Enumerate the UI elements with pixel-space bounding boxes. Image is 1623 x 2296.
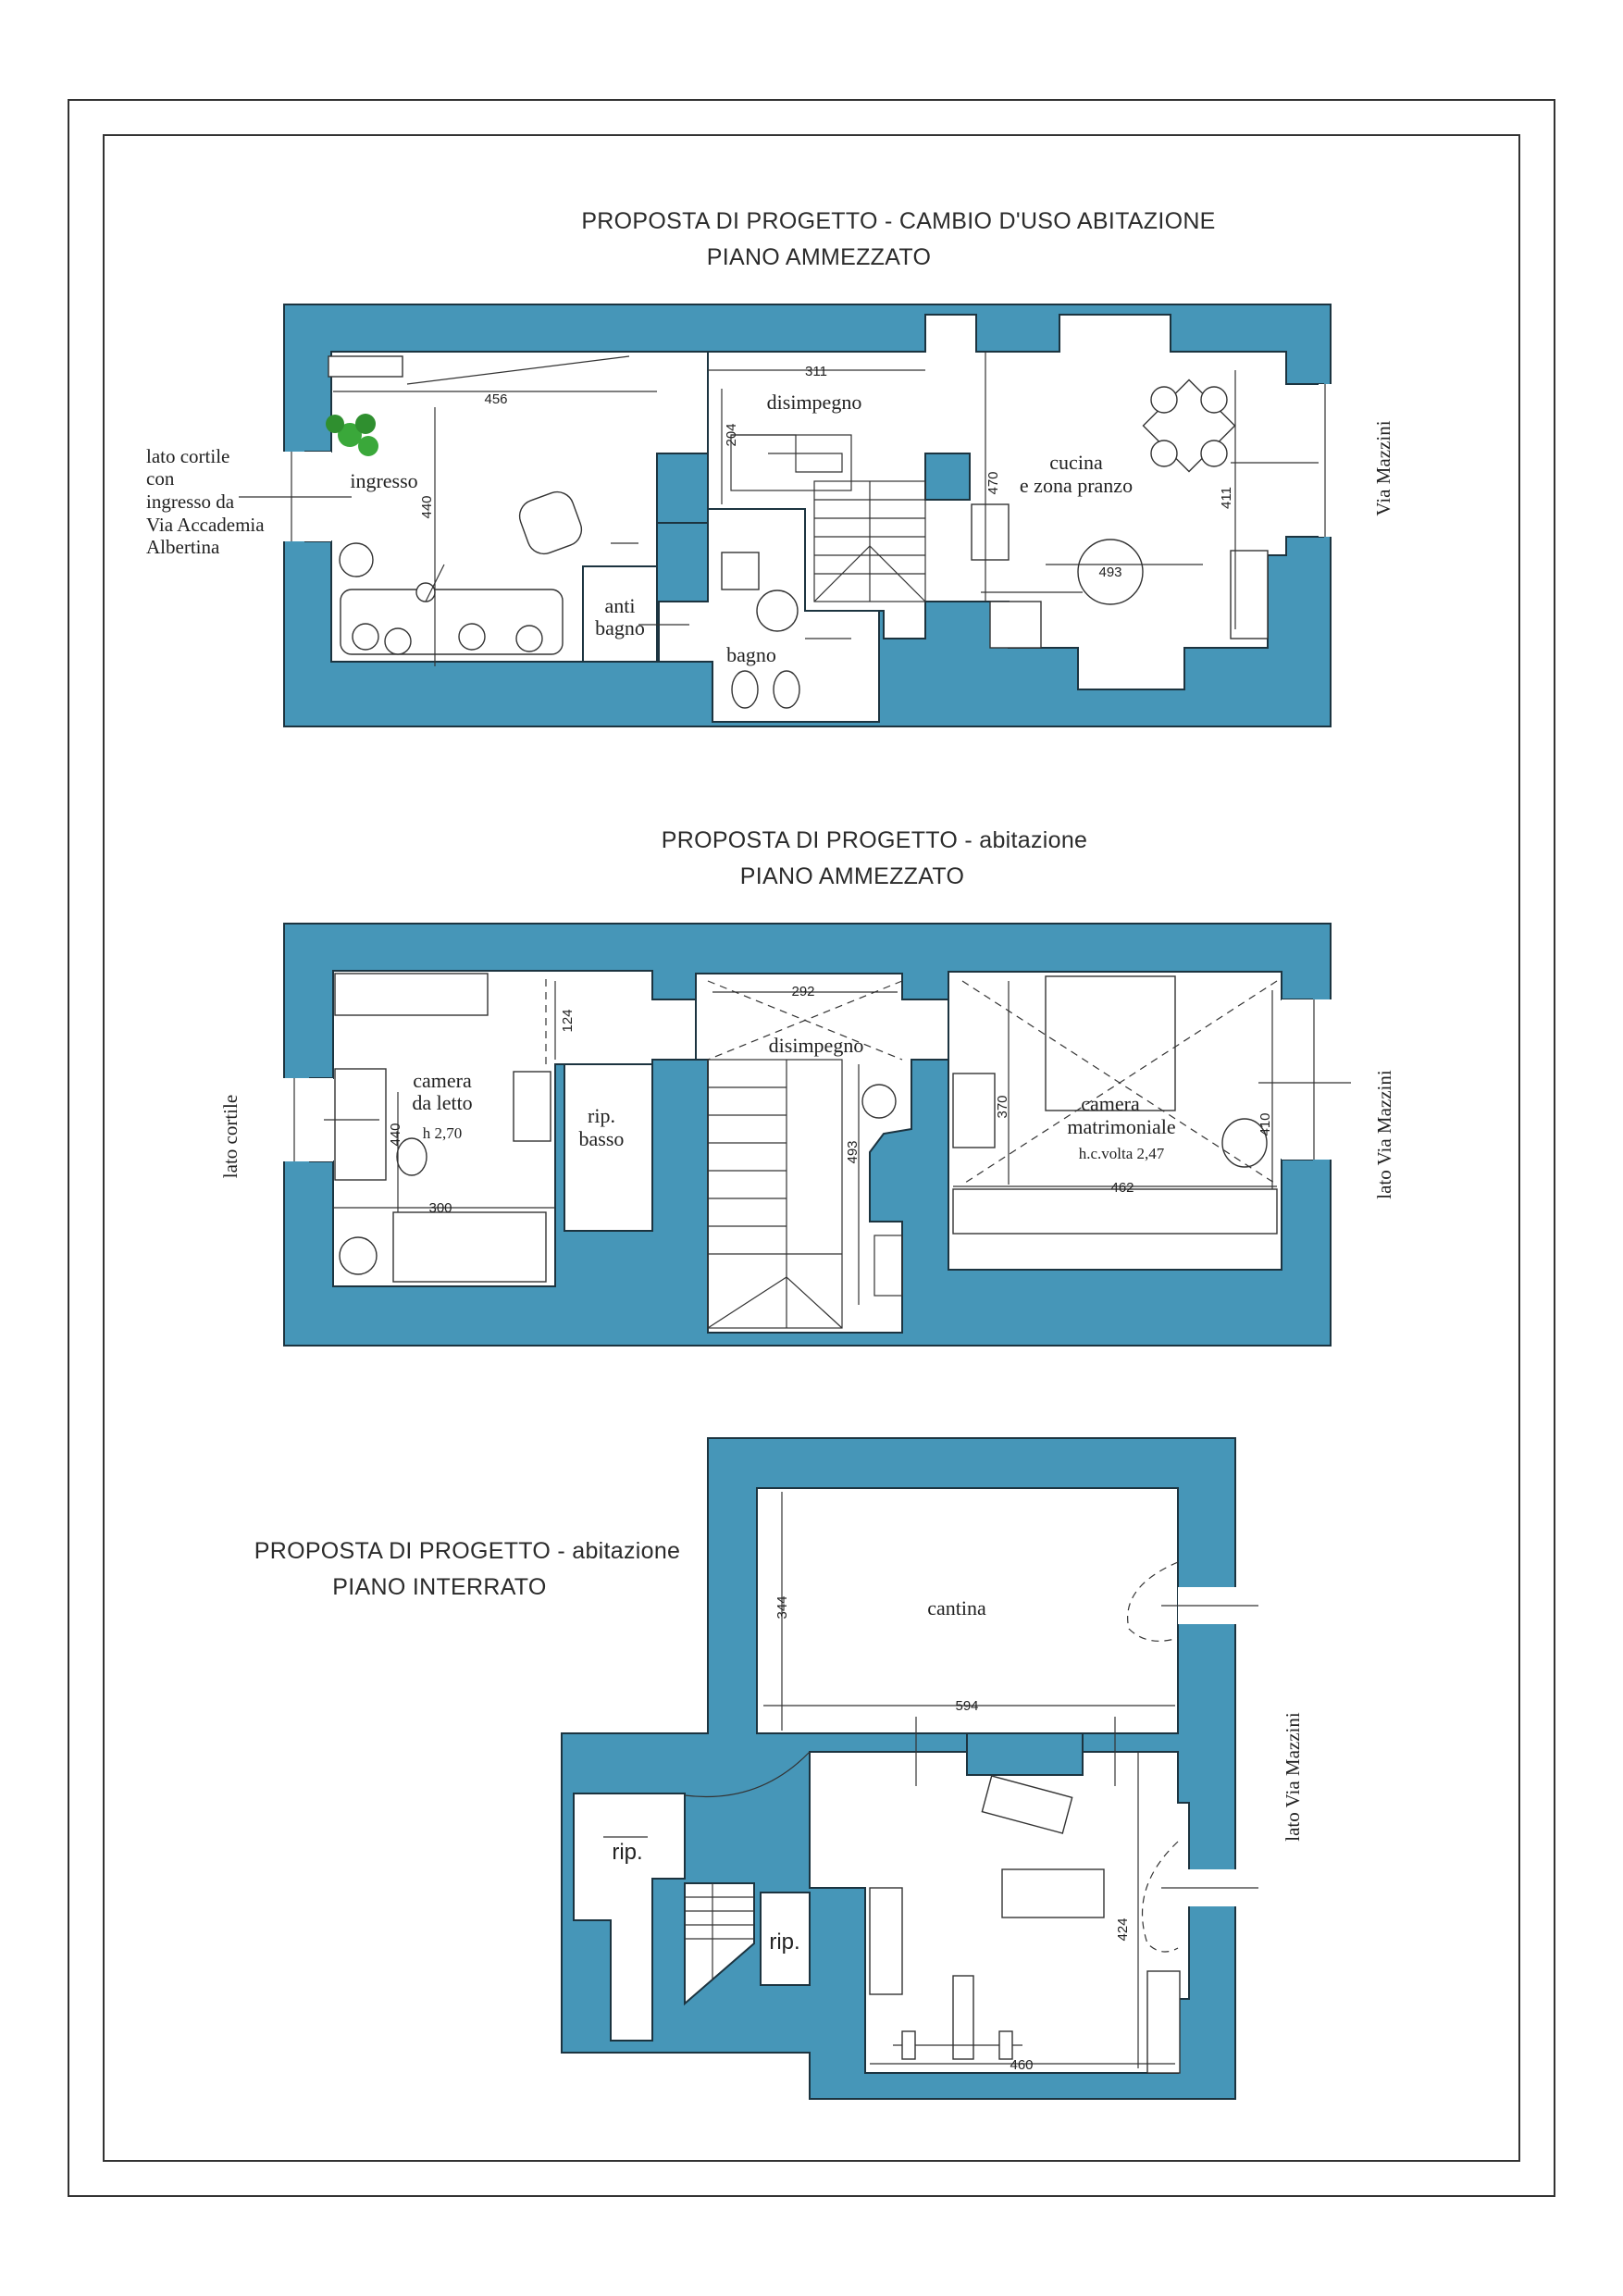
plan-1-dim-470: 470	[985, 471, 1001, 495]
plan-3-bench-left	[870, 1888, 902, 1994]
plan-1-label-ingresso: ingresso	[350, 469, 418, 492]
plan-2-dim-300: 300	[428, 1200, 452, 1216]
plan-2-title-line1: PROPOSTA DI PROGETTO - abitazione	[661, 827, 1088, 853]
plan-1-dining-table	[1144, 380, 1235, 472]
plan-2-double-bed	[1046, 976, 1175, 1111]
plan-2-dim-440: 440	[388, 1123, 403, 1147]
plan-1-title-line1: PROPOSTA DI PROGETTO - CAMBIO D'USO ABITAZIONE	[581, 208, 1216, 234]
plan-3-label-rip-b: rip.	[769, 1930, 800, 1955]
plan-1-side-left-1: lato cortile	[146, 445, 230, 467]
plan-1-title-line2: PIANO AMMEZZATO	[706, 244, 932, 270]
plan-2-label-matr-2: matrimoniale	[1067, 1115, 1176, 1138]
plan-2-desk	[335, 1069, 386, 1180]
plan-2-wardrobe-right	[953, 1189, 1277, 1234]
plan-2-side-table	[340, 1237, 377, 1274]
plan-2-title	[662, 827, 1088, 889]
plan-2-dim-462: 462	[1110, 1180, 1134, 1196]
plan-1-label-bagno: bagno	[726, 643, 776, 666]
plan-3-pillar	[967, 1733, 1083, 1775]
plan-1-dim-411: 411	[1219, 487, 1234, 509]
plan-2-chest	[953, 1074, 995, 1148]
plan-1-sink-unit	[1231, 551, 1268, 639]
plan-2-dim-124: 124	[560, 1009, 576, 1033]
plan-1-label-anti-2: bagno	[595, 616, 645, 639]
plan-3-treadmill	[1002, 1869, 1104, 1917]
plan-2-title-line2: PIANO AMMEZZATO	[739, 863, 965, 889]
plan-2-dim-292: 292	[791, 984, 815, 999]
plan-3-dim-344: 344	[774, 1595, 790, 1620]
plan-1-dim-493: 493	[1098, 565, 1122, 580]
plan-1-bidet	[732, 671, 758, 708]
plan-1-basin	[757, 590, 798, 631]
plan-2-label-disimpegno: disimpegno	[768, 1034, 864, 1057]
plan-1-title	[581, 208, 1215, 270]
plan-2-dim-410: 410	[1258, 1112, 1273, 1136]
plan-3-weight-bench	[953, 1976, 973, 2059]
plan-2-label-camera-1: camera	[413, 1069, 472, 1092]
plan-1-window-right	[1319, 384, 1335, 537]
plan-1-floorplan	[146, 304, 1394, 726]
plan-3-side-right: lato Via Mazzini	[1282, 1712, 1304, 1842]
plan-1-fridge	[972, 504, 1009, 560]
plan-2-dim-493: 493	[845, 1140, 861, 1164]
plan-2-label-rip-2: basso	[578, 1127, 625, 1150]
plan-3-dim-460: 460	[1010, 2057, 1034, 2073]
plan-1-dim-311: 311	[805, 364, 827, 379]
plan-1-label-cucina-1: cucina	[1049, 451, 1103, 474]
plan-1-side-left-2: con	[146, 467, 175, 490]
plan-2-dresser	[514, 1072, 551, 1141]
plan-1-side-right: Via Mazzini	[1372, 420, 1394, 516]
plan-3-title	[254, 1538, 681, 1600]
plan-1-dim-204: 204	[724, 423, 739, 447]
plan-1-wall-block-b	[925, 453, 970, 500]
plan-2-label-matr-h: h.c.volta 2,47	[1078, 1145, 1165, 1162]
plan-2-label-camera-2: da letto	[412, 1091, 473, 1114]
plan-2-wardrobe-left	[335, 974, 488, 1015]
plan-2-side-left: lato cortile	[219, 1094, 242, 1179]
plan-3-title-line1: PROPOSTA DI PROGETTO - abitazione	[254, 1538, 681, 1564]
plan-3-dim-424: 424	[1115, 1917, 1131, 1942]
plan-1-label-disimpegno: disimpegno	[766, 391, 862, 414]
plan-1-side-left-3: ingresso da	[146, 490, 235, 513]
plan-2-single-bed	[393, 1212, 546, 1282]
plan-1-shower	[722, 552, 759, 590]
plan-2-dim-370: 370	[995, 1095, 1010, 1119]
plan-2-label-rip-1: rip.	[588, 1104, 615, 1127]
plan-1-side-left-4: Via Accademia	[146, 514, 265, 536]
plan-3-label-rip-a: rip.	[612, 1840, 643, 1865]
plan-3-dim-594: 594	[955, 1698, 979, 1714]
plan-1-sofa	[341, 590, 563, 654]
plan-3-bench-right	[1147, 1971, 1180, 2073]
plan-2-label-camera-h: h 2,70	[422, 1124, 463, 1142]
plan-3-title-line2: PIANO INTERRATO	[332, 1574, 547, 1600]
plan-2-window-right	[1282, 999, 1335, 1160]
plan-1-side-table	[340, 543, 373, 577]
plan-1-dim-456: 456	[484, 391, 508, 407]
plan-1-wc	[774, 671, 799, 708]
plan-2-floorplan	[219, 924, 1395, 1346]
plan-2-side-right: lato Via Mazzini	[1373, 1070, 1395, 1199]
plan-1-label-anti-1: anti	[604, 594, 636, 617]
plan-1-hob	[990, 602, 1041, 648]
plan-2-disimpegno-plant	[862, 1085, 896, 1118]
plan-1-side-left-5: Albertina	[146, 536, 220, 558]
plan-1-label-cucina-2: e zona pranzo	[1019, 474, 1134, 497]
plan-2-label-matr-1: camera	[1081, 1092, 1140, 1115]
plan-1-dim-440: 440	[419, 495, 435, 519]
plan-1-wall-block-a	[657, 453, 708, 523]
plan-3-label-cantina: cantina	[927, 1596, 986, 1620]
